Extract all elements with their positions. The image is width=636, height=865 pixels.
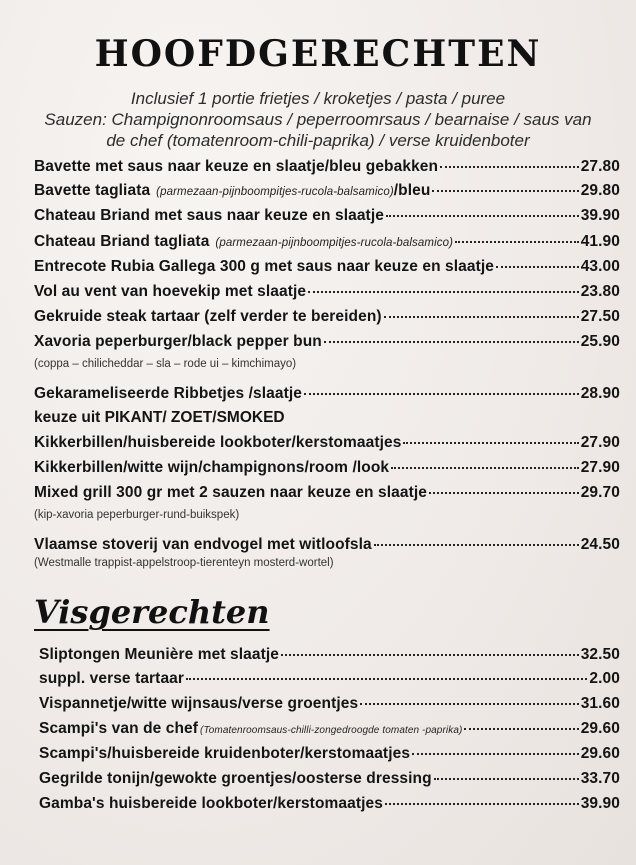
subtitle-line: de chef (tomatenroom-chili-paprika) / verse kruidenboter bbox=[106, 131, 530, 150]
dish-price: 29.60 bbox=[580, 745, 620, 762]
dish-name: Vispannetje/witte wijnsaus/verse groentjes bbox=[39, 695, 359, 712]
dish-price: 23.80 bbox=[580, 283, 620, 300]
menu-item bbox=[39, 769, 620, 789]
menu-item bbox=[39, 694, 620, 714]
dish-price: 29.70 bbox=[580, 484, 620, 501]
dish-price: 41.90 bbox=[580, 233, 620, 250]
menu-item bbox=[34, 282, 620, 302]
dot-leader bbox=[385, 803, 579, 805]
dot-leader bbox=[455, 241, 579, 243]
dot-leader bbox=[432, 190, 578, 192]
dish-suffix: /bleu bbox=[393, 182, 431, 199]
menu-item bbox=[34, 433, 620, 453]
dot-leader bbox=[308, 291, 579, 293]
dot-leader bbox=[360, 703, 579, 705]
menu-item bbox=[34, 232, 620, 253]
menu-item bbox=[34, 257, 620, 277]
dish-name: Chateau Briand tagliata bbox=[34, 233, 210, 250]
menu-item bbox=[34, 206, 620, 226]
dish-price: 24.50 bbox=[580, 536, 620, 553]
dish-note: (parmezaan-pijnboompitjes-rucola-balsamico) bbox=[215, 237, 454, 249]
dish-detail: (kip-xavoria peperburger-rund-buikspek) bbox=[34, 509, 240, 521]
dish-name: Gegrilde tonijn/gewokte groentjes/oosterse dressing bbox=[39, 770, 432, 787]
subtitle-line: Sauzen: Champignonroomsaus / peperroomrsaus / bearnaise / saus van bbox=[44, 110, 592, 129]
menu-item bbox=[39, 794, 620, 814]
dish-price: 28.90 bbox=[580, 385, 620, 402]
dish-price: 32.50 bbox=[580, 646, 620, 663]
dish-price: 27.50 bbox=[580, 308, 620, 325]
dish-name: Vol au vent van hoevekip met slaatje bbox=[34, 283, 307, 300]
dish-name: suppl. verse tartaar bbox=[39, 670, 185, 687]
dish-name: Entrecote Rubia Gallega 300 g met saus naar keuze en slaatje bbox=[34, 258, 494, 275]
dot-leader bbox=[384, 316, 579, 318]
dot-leader bbox=[440, 166, 579, 168]
dot-leader bbox=[374, 544, 579, 546]
dish-price: 27.80 bbox=[580, 158, 620, 175]
menu-item bbox=[39, 719, 620, 741]
dot-leader bbox=[412, 753, 579, 755]
page-title: HOOFDGERECHTEN bbox=[94, 33, 542, 75]
dot-leader bbox=[186, 678, 587, 680]
dish-price: 27.90 bbox=[580, 434, 620, 451]
dish-name: Sliptongen Meunière met slaatje bbox=[39, 646, 279, 663]
dish-name: Xavoria peperburger/black pepper bun bbox=[34, 333, 322, 350]
dish-name: Kikkerbillen/witte wijn/champignons/room /look bbox=[34, 459, 390, 476]
dish-name: Scampi's van de chef bbox=[39, 720, 199, 737]
dish-price: 39.90 bbox=[580, 207, 620, 224]
dish-detail: (coppa – chilicheddar – sla – rode ui – kimchimayo) bbox=[34, 358, 297, 370]
dish-price: 39.90 bbox=[580, 795, 620, 812]
dot-leader bbox=[281, 654, 579, 656]
menu-item bbox=[39, 645, 620, 665]
menu-item bbox=[34, 332, 620, 352]
subtitle-line: Inclusief 1 portie frietjes / kroketjes / pasta / puree bbox=[130, 89, 506, 108]
dish-price: 31.60 bbox=[580, 695, 620, 712]
dish-price: 43.00 bbox=[580, 258, 620, 275]
dot-leader bbox=[324, 341, 579, 343]
menu-item bbox=[34, 307, 620, 327]
dish-name: Gekarameliseerde Ribbetjes /slaatje bbox=[34, 385, 303, 402]
dish-name: Scampi's/huisbereide kruidenboter/kerstomaatjes bbox=[39, 745, 411, 762]
dish-name: Gamba's huisbereide lookboter/kerstomaatjes bbox=[39, 795, 383, 812]
dish-name: Kikkerbillen/huisbereide lookboter/kerstomaatjes bbox=[34, 434, 402, 451]
dish-note: (Tomatenroomsaus-chilli-zongedroogde tomaten -paprika) bbox=[200, 725, 463, 736]
dish-detail: (Westmalle trappist-appelstroop-tierenteyn mosterd-wortel) bbox=[34, 557, 334, 569]
dot-leader bbox=[429, 492, 579, 494]
dot-leader bbox=[304, 393, 579, 395]
menu-item bbox=[34, 483, 620, 503]
dish-note: (parmezaan-pijnboompitjes-rucola-balsamico) bbox=[156, 186, 394, 198]
dish-choice: keuze uit PIKANT/ ZOET/SMOKED bbox=[34, 409, 285, 426]
dish-price: 25.90 bbox=[580, 333, 620, 350]
menu-item bbox=[39, 744, 620, 764]
dot-leader bbox=[403, 442, 578, 444]
dish-price: 29.60 bbox=[580, 720, 620, 737]
section-title-visgerechten: Visgerechten bbox=[34, 593, 270, 631]
dish-name: Chateau Briand met saus naar keuze en slaatje bbox=[34, 207, 384, 224]
menu-item bbox=[34, 181, 620, 202]
dish-price: 27.90 bbox=[580, 459, 620, 476]
dish-price: 33.70 bbox=[580, 770, 620, 787]
menu-item bbox=[34, 458, 620, 478]
dot-leader bbox=[464, 728, 578, 730]
menu-item bbox=[34, 535, 620, 555]
dot-leader bbox=[391, 467, 579, 469]
dish-name: Vlaamse stoverij van endvogel met witloofsla bbox=[34, 536, 372, 553]
dish-name: Gekruide steak tartaar (zelf verder te bereiden) bbox=[34, 308, 382, 325]
dot-leader bbox=[386, 215, 579, 217]
dish-price: 29.80 bbox=[580, 182, 620, 199]
dish-name: Bavette tagliata bbox=[34, 182, 151, 199]
menu-item bbox=[39, 669, 620, 689]
dish-price: 2.00 bbox=[589, 670, 620, 687]
menu-item bbox=[34, 384, 620, 404]
dot-leader bbox=[496, 266, 579, 268]
dish-name: Mixed grill 300 gr met 2 sauzen naar keuze en slaatje bbox=[34, 484, 427, 501]
dot-leader bbox=[434, 778, 579, 780]
menu-item bbox=[34, 157, 620, 177]
dish-name: Bavette met saus naar keuze en slaatje/bleu gebakken bbox=[34, 158, 439, 175]
